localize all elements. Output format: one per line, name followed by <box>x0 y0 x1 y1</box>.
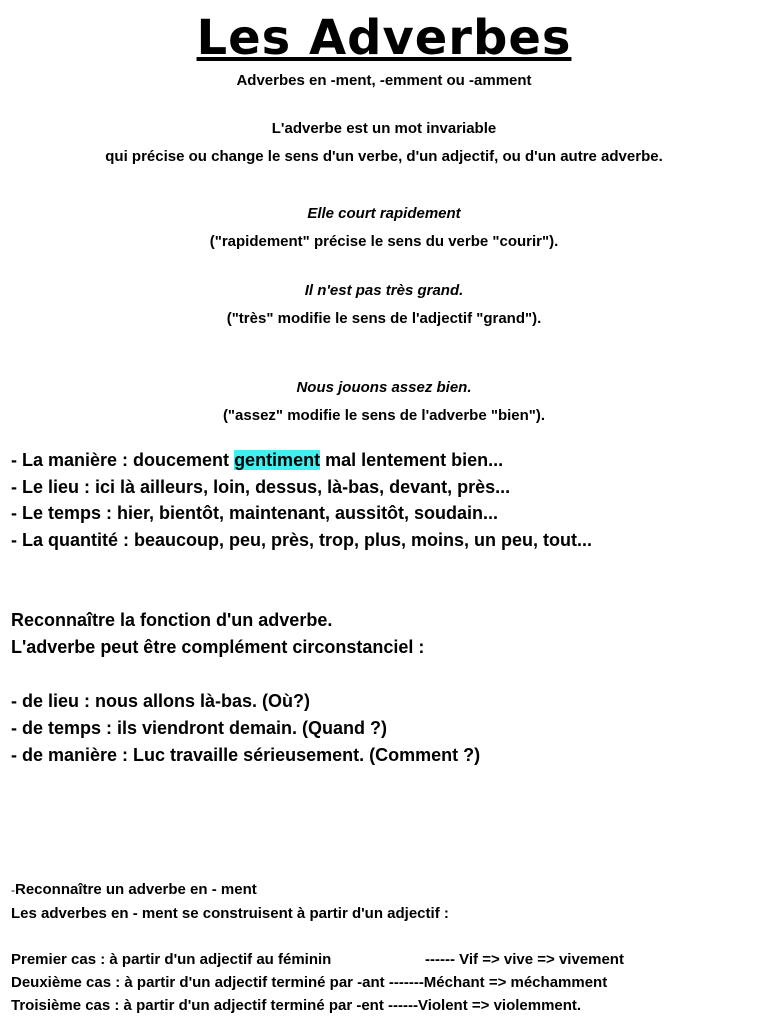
ment-heading-dash: - <box>11 883 15 897</box>
spacer <box>11 925 624 948</box>
ment-section <box>11 878 624 1017</box>
fonction-item: - de manière : Luc travaille sérieusement. (Comment ?) <box>11 745 481 765</box>
fonction-item: - de temps : ils viendront demain. (Quand ?) <box>11 718 388 738</box>
definition-line-1: L'adverbe est un mot invariable <box>271 120 497 137</box>
definition-line-2: qui précise ou change le sens d'un verbe, d'un adjectif, ou d'un autre adverbe. <box>105 148 663 165</box>
case-example: ------Violent => violemment. <box>388 997 582 1014</box>
category-maniere-text: - La manière : doucement <box>11 450 235 470</box>
category-temps: - Le temps : hier, bientôt, maintenant, aussitôt, soudain... <box>11 503 499 523</box>
case-example: -------Méchant => méchamment <box>388 974 608 991</box>
example-sentence: Nous jouons assez bien. <box>296 379 472 396</box>
category-quantite: - La quantité : beaucoup, peu, près, trop, plus, moins, un peu, tout... <box>11 529 593 550</box>
example-sentence: Il n'est pas très grand. <box>304 282 464 299</box>
ment-case <box>11 971 624 994</box>
category-maniere <box>11 447 592 474</box>
subtitle: Adverbes en -ment, -emment ou -amment <box>236 72 532 89</box>
ment-case <box>11 994 624 1017</box>
example-sentence: Elle court rapidement <box>307 205 461 222</box>
case-label: Deuxième cas : à partir d'un adjectif terminé par -ant <box>11 974 389 991</box>
adverb-categories-list <box>11 447 592 553</box>
fonction-item: - de lieu : nous allons là-bas. (Où?) <box>11 691 311 711</box>
fonction-intro: L'adverbe peut être complément circonstanciel : <box>11 637 425 657</box>
example-explanation: ("très" modifie le sens de l'adjectif "grand"). <box>226 310 542 327</box>
ment-heading <box>11 878 624 902</box>
ment-intro: Les adverbes en - ment se construisent à partir d'un adjectif : <box>11 905 449 922</box>
category-maniere-text-end: mal lentement bien... <box>320 450 504 470</box>
example-explanation: ("assez" modifie le sens de l'adverbe "bien"). <box>222 407 546 424</box>
spacer <box>11 661 480 688</box>
page-title: Les Adverbes <box>196 10 572 66</box>
example-explanation: ("rapidement" précise le sens du verbe "courir"). <box>209 233 559 250</box>
case-label: Troisième cas : à partir d'un adjectif terminé par -ent <box>11 997 389 1014</box>
ment-heading-text: Reconnaître un adverbe en - ment <box>15 881 257 898</box>
case-example: ------ Vif => vive => vivement <box>425 951 624 968</box>
fonction-section <box>11 607 480 769</box>
category-lieu: - Le lieu : ici là ailleurs, loin, dessus, là-bas, devant, près... <box>11 476 511 497</box>
ment-case <box>11 948 624 971</box>
case-label: Premier cas : à partir d'un adjectif au féminin <box>11 951 332 968</box>
highlighted-word: gentiment <box>234 450 321 470</box>
fonction-heading: Reconnaître la fonction d'un adverbe. <box>11 610 333 630</box>
